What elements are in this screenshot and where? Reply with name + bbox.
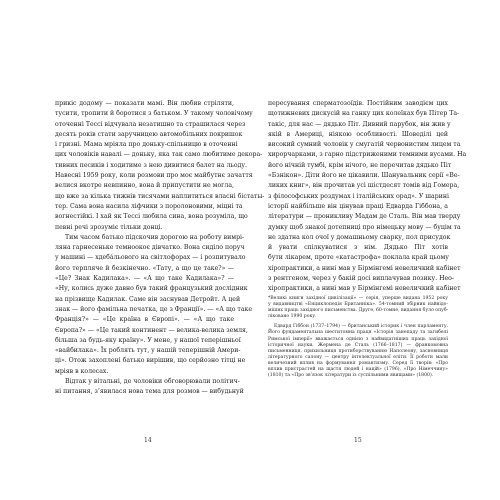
text-line: хирорчарками, з гарно підстриженими темними вусами. На [268,151,467,159]
text-line: такіс, для нас — дядько Піт. Дивний парубок, він жив у [268,120,451,128]
text-line: ні питання, з’явилася нова тема для розмов — вибудьнуй [55,388,244,396]
text-line: ликих книг», він прочитав усі шістдесят томів від Гомера, [268,182,460,190]
text-line: тусити, тропити й боротися з батьком. У такому чоловічому [55,110,253,118]
text-line: літератури — проникливу Мадам де Сталь. Він мав тверду [268,213,461,221]
footnote-line: Його фундаментальна шеститомна праця «Історія занепаду та загибелі [268,330,448,336]
text-line: знак — його фамільна печатка, це з Франції». — «А що таке [55,305,253,313]
text-line: з філософських роздумах і італійських орад». У шарині [268,192,449,200]
text-line: мріяв в колесах. [55,367,109,375]
footnote-line: історичної науки. Жермена де Сталь (1766–1817) — франкомовна [268,342,448,348]
text-line: його терпляче й безкінечно. «Тату, а що це таке?» — [55,264,234,272]
text-line: у машині — хдеба́льового на світлофорах — і розпитувало [55,254,246,262]
footnote-line: Едвард Гіббон (1737–1794) — британський історик і член парламенту. [274,324,448,330]
text-line: «вайбилака». Їх роблять тут, у нашій теперішній Амери- [55,347,241,355]
footnote-line: літературного салону — центру інтелектуальної еліти. Її роботи мали [268,354,448,360]
text-line: «Це? Знак Кадилака». — «А що таке Кадилака»? — [55,275,234,283]
text-line: історії найбільше він цінував праці Едварда Гіббона, а [268,202,448,210]
text-line: прикіс додому — показати мамі. Він любив стріляти, [55,100,234,107]
text-line: Франція?» — «Це країна в Європі». — «А що таке [55,316,234,324]
footnote-line: письменниця, прихильниця протиборствуванню Наполеону, засновниця [268,348,448,354]
footnote-line: ліковано 1990 року. [268,314,317,320]
text-line: цих чоловіків навалі — доньку, яка так само любитиме декора- [55,151,263,159]
footnote-line: міших праць західного письменства. Друге, 60-томне, видання було опуб- [268,308,449,314]
text-line: з рентгеном, через у бакій досі виплачував позику. Нео- [268,275,454,283]
footnote-line: вплив пристрастей на щастя людей і націй» (1796), «Про Німеччину» [268,367,448,373]
footnote-line: (1810) та «Про зв’язок літератури із суспільними явищами» (1800). [268,373,434,379]
text-line: якій в Америці, ніякою особливості. Шоведілі цей [268,130,448,138]
text-line: певні речі зрозуміє тільки донці. [55,223,163,231]
text-line: думку щоб знакої дотепниці про німецьку мову — буцім та [268,223,461,231]
text-line: що вже за кілька тижнів тисячами наплититься власні бістаты- [55,192,265,200]
text-line: й увати спілкуватися з нім. Дядько Піт хотів [268,244,448,252]
footnote-line: величезний вплив на формування романтизму. Серед її творів: «Про [268,360,448,366]
text-line: Навесні 1959 року, коли розмови про моє майбутнє зачаття [55,172,253,180]
text-line: вогнестійкі. І хай як Тессі любила сина, вона розуміла, що [55,213,248,221]
text-line: ці». Отож захоплені батько вирішив, що серйозно тітці не [55,357,246,365]
footnote-line: у видавництві «Енциклопедія Британніка». 54-томний збірник найвідо- [268,302,448,308]
text-line: високий сумний чоловік у смугатій червонистим лицем та [268,141,461,149]
text-line: більша за будь-яку країну». У мене, у нашої теперішньої [55,336,241,344]
text-line: хіропрактики, а нині мав у Бірмінгемі невеличкий кабінет [268,285,461,293]
text-line: хіропрактики, а нині мав у Бірмінгемі невеличкий кабінет [268,264,461,272]
text-line: велися вкотре невпинно, вона й припустити не могла, [55,182,234,190]
text-line: його нічній тумбі, крім нічого, не перечитав дядько Піт [268,161,452,169]
text-line: бути лікарем, проте «катастрофа» поклала край цьому [268,254,449,262]
text-line: ляна гарнесеньке темноокоє дівчатко. Вона сиділо поруч [55,244,245,252]
text-line: «Бзнікон». Діти його не цікавили. Шанувальник серії «Ве- [268,172,460,180]
footnote-line: Римської імперії» вважається однією з найвидатніших праць західної [268,336,448,342]
text-line: не здатна кол очої у домашньому сварку, пол присудок [268,233,451,241]
text-line: «Ну, колись дуже давно був такий французький дослідник [55,285,248,293]
text-line: оточенні Тессі відчувала незатишно та страшилася через [55,120,246,128]
text-line: Відтак у вітальні, де чоловіки обговорювали політич- [65,378,240,386]
text-line: і гризні. Мама мріяла про доньку-спільницю в оточенні [55,141,238,149]
right-page-text [268,99,467,295]
text-line: пересування сперматозоїдів. Постійним заводієм цих [268,100,448,107]
text-line: на прізвище Кадилак. Саме він заснував Детройт. А цей [55,295,241,303]
text-line: Європа?» — «Це такий континент — велика-велика земля, [55,326,248,334]
right-page-footnotes [268,296,448,379]
text-line: Тим часом батько підскочив дорогою на роботу вимрі- [65,233,245,241]
left-page-text [55,99,265,398]
text-line: тивних песиків і ходитиме з нею дивитися балет на льоду. [55,161,248,169]
footnote-line: *Великі книги західної цивілізації» — серія, уперше видана 1952 року [268,296,448,301]
left-page-number: 14 [144,437,152,444]
text-line: тер. Сама вона насила ліфчики з поролоновими, міцні та [55,202,243,210]
right-page-number: 15 [354,437,362,444]
text-line: щотижневих дискусій на ганку цих колеїках був Пітер Та- [268,110,460,118]
text-line: десять років стати заручницею автомобільних покришок [55,130,243,138]
